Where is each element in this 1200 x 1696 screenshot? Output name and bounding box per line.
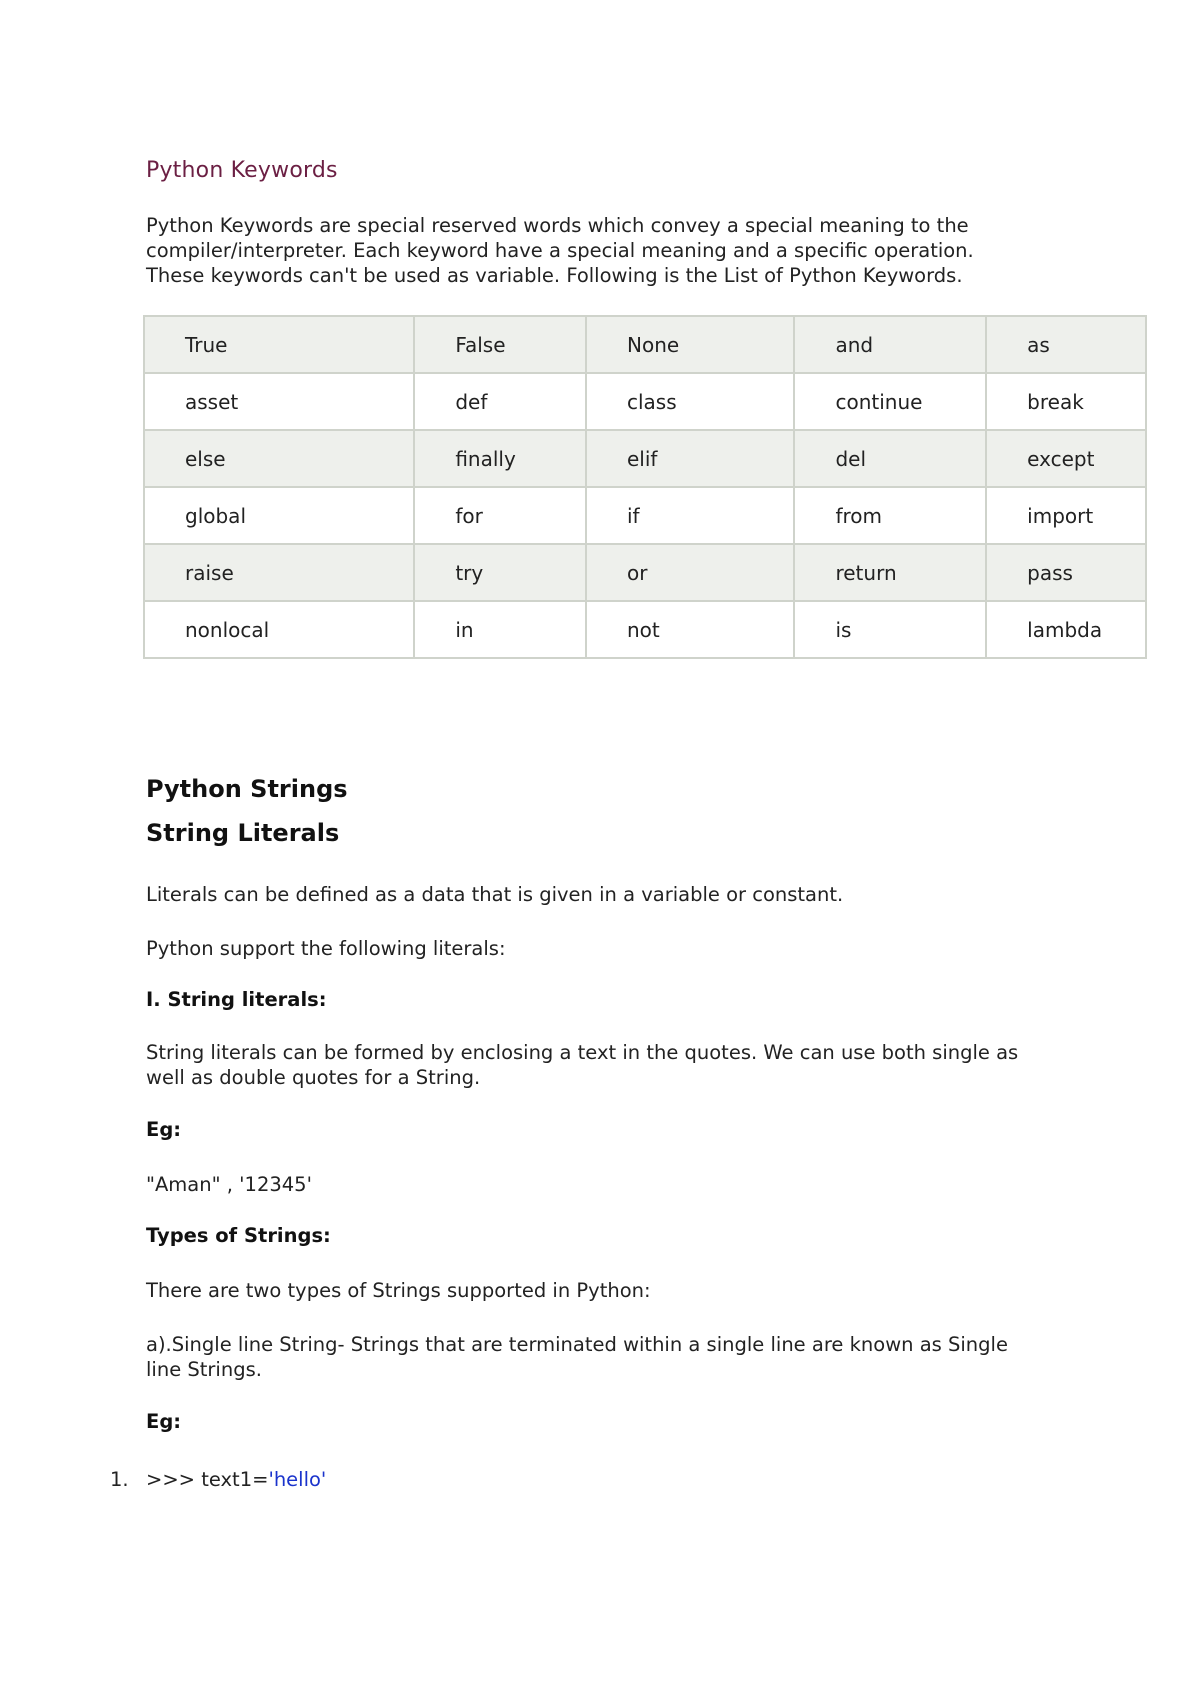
- table-cell: or: [586, 544, 794, 601]
- table-cell: global: [144, 487, 414, 544]
- literals-support-text: Python support the following literals:: [146, 937, 506, 960]
- table-cell: and: [794, 316, 986, 373]
- table-cell: elif: [586, 430, 794, 487]
- table-cell: nonlocal: [144, 601, 414, 658]
- table-cell: else: [144, 430, 414, 487]
- table-row: [144, 316, 1146, 373]
- string-literals-paragraph: [146, 1040, 1086, 1090]
- table-cell: continue: [794, 373, 986, 430]
- table-cell: is: [794, 601, 986, 658]
- table-cell: def: [414, 373, 586, 430]
- string-literals-label: I. String literals:: [146, 988, 327, 1011]
- code-string-literal: 'hello': [268, 1468, 327, 1491]
- table-cell: finally: [414, 430, 586, 487]
- table-cell: in: [414, 601, 586, 658]
- strings-heading: Python Strings: [146, 775, 348, 803]
- table-cell: True: [144, 316, 414, 373]
- table-cell: except: [986, 430, 1146, 487]
- keywords-heading: Python Keywords: [146, 158, 338, 183]
- table-row: [144, 430, 1146, 487]
- table-cell: None: [586, 316, 794, 373]
- keywords-intro-paragraph: [146, 213, 1066, 288]
- literals-definition: Literals can be defined as a data that is given in a variable or constant.: [146, 883, 844, 906]
- single-line-string-line-1: a).Single line String- Strings that are terminated within a single line are known as Single: [146, 1333, 1008, 1356]
- table-cell: pass: [986, 544, 1146, 601]
- table-cell: lambda: [986, 601, 1146, 658]
- table-row: [144, 373, 1146, 430]
- table-row: [144, 601, 1146, 658]
- code-example-line: [110, 1468, 326, 1491]
- code-line-number: 1.: [110, 1468, 129, 1491]
- table-cell: break: [986, 373, 1146, 430]
- table-cell: as: [986, 316, 1146, 373]
- example-label: Eg:: [146, 1410, 182, 1433]
- single-line-string-line-2: line Strings.: [146, 1358, 262, 1381]
- table-cell: asset: [144, 373, 414, 430]
- table-cell: import: [986, 487, 1146, 544]
- keywords-intro-line-2: compiler/interpreter. Each keyword have a special meaning and a specific operation.: [146, 239, 974, 262]
- single-line-string-paragraph: [146, 1332, 1086, 1382]
- table-cell: not: [586, 601, 794, 658]
- table-cell: False: [414, 316, 586, 373]
- table-row: [144, 544, 1146, 601]
- table-cell: try: [414, 544, 586, 601]
- table-cell: del: [794, 430, 986, 487]
- table-cell: for: [414, 487, 586, 544]
- table-cell: raise: [144, 544, 414, 601]
- example-text: "Aman" , '12345': [146, 1173, 312, 1196]
- keywords-table: [143, 315, 1147, 659]
- table-cell: return: [794, 544, 986, 601]
- table-cell: from: [794, 487, 986, 544]
- types-of-strings-text: There are two types of Strings supported in Python:: [146, 1279, 651, 1302]
- string-literals-line-1: String literals can be formed by enclosing a text in the quotes. We can use both single as: [146, 1041, 1019, 1064]
- string-literals-heading: String Literals: [146, 819, 340, 847]
- string-literals-line-2: well as double quotes for a String.: [146, 1066, 481, 1089]
- table-row: [144, 487, 1146, 544]
- example-label: Eg:: [146, 1118, 182, 1141]
- table-cell: class: [586, 373, 794, 430]
- keywords-intro-line-1: Python Keywords are special reserved words which convey a special meaning to the: [146, 214, 969, 237]
- table-cell: if: [586, 487, 794, 544]
- types-of-strings-label: Types of Strings:: [146, 1224, 331, 1247]
- code-prefix: >>> text1=: [146, 1468, 269, 1491]
- keywords-intro-line-3: These keywords can't be used as variable. Following is the List of Python Keywords.: [146, 264, 963, 287]
